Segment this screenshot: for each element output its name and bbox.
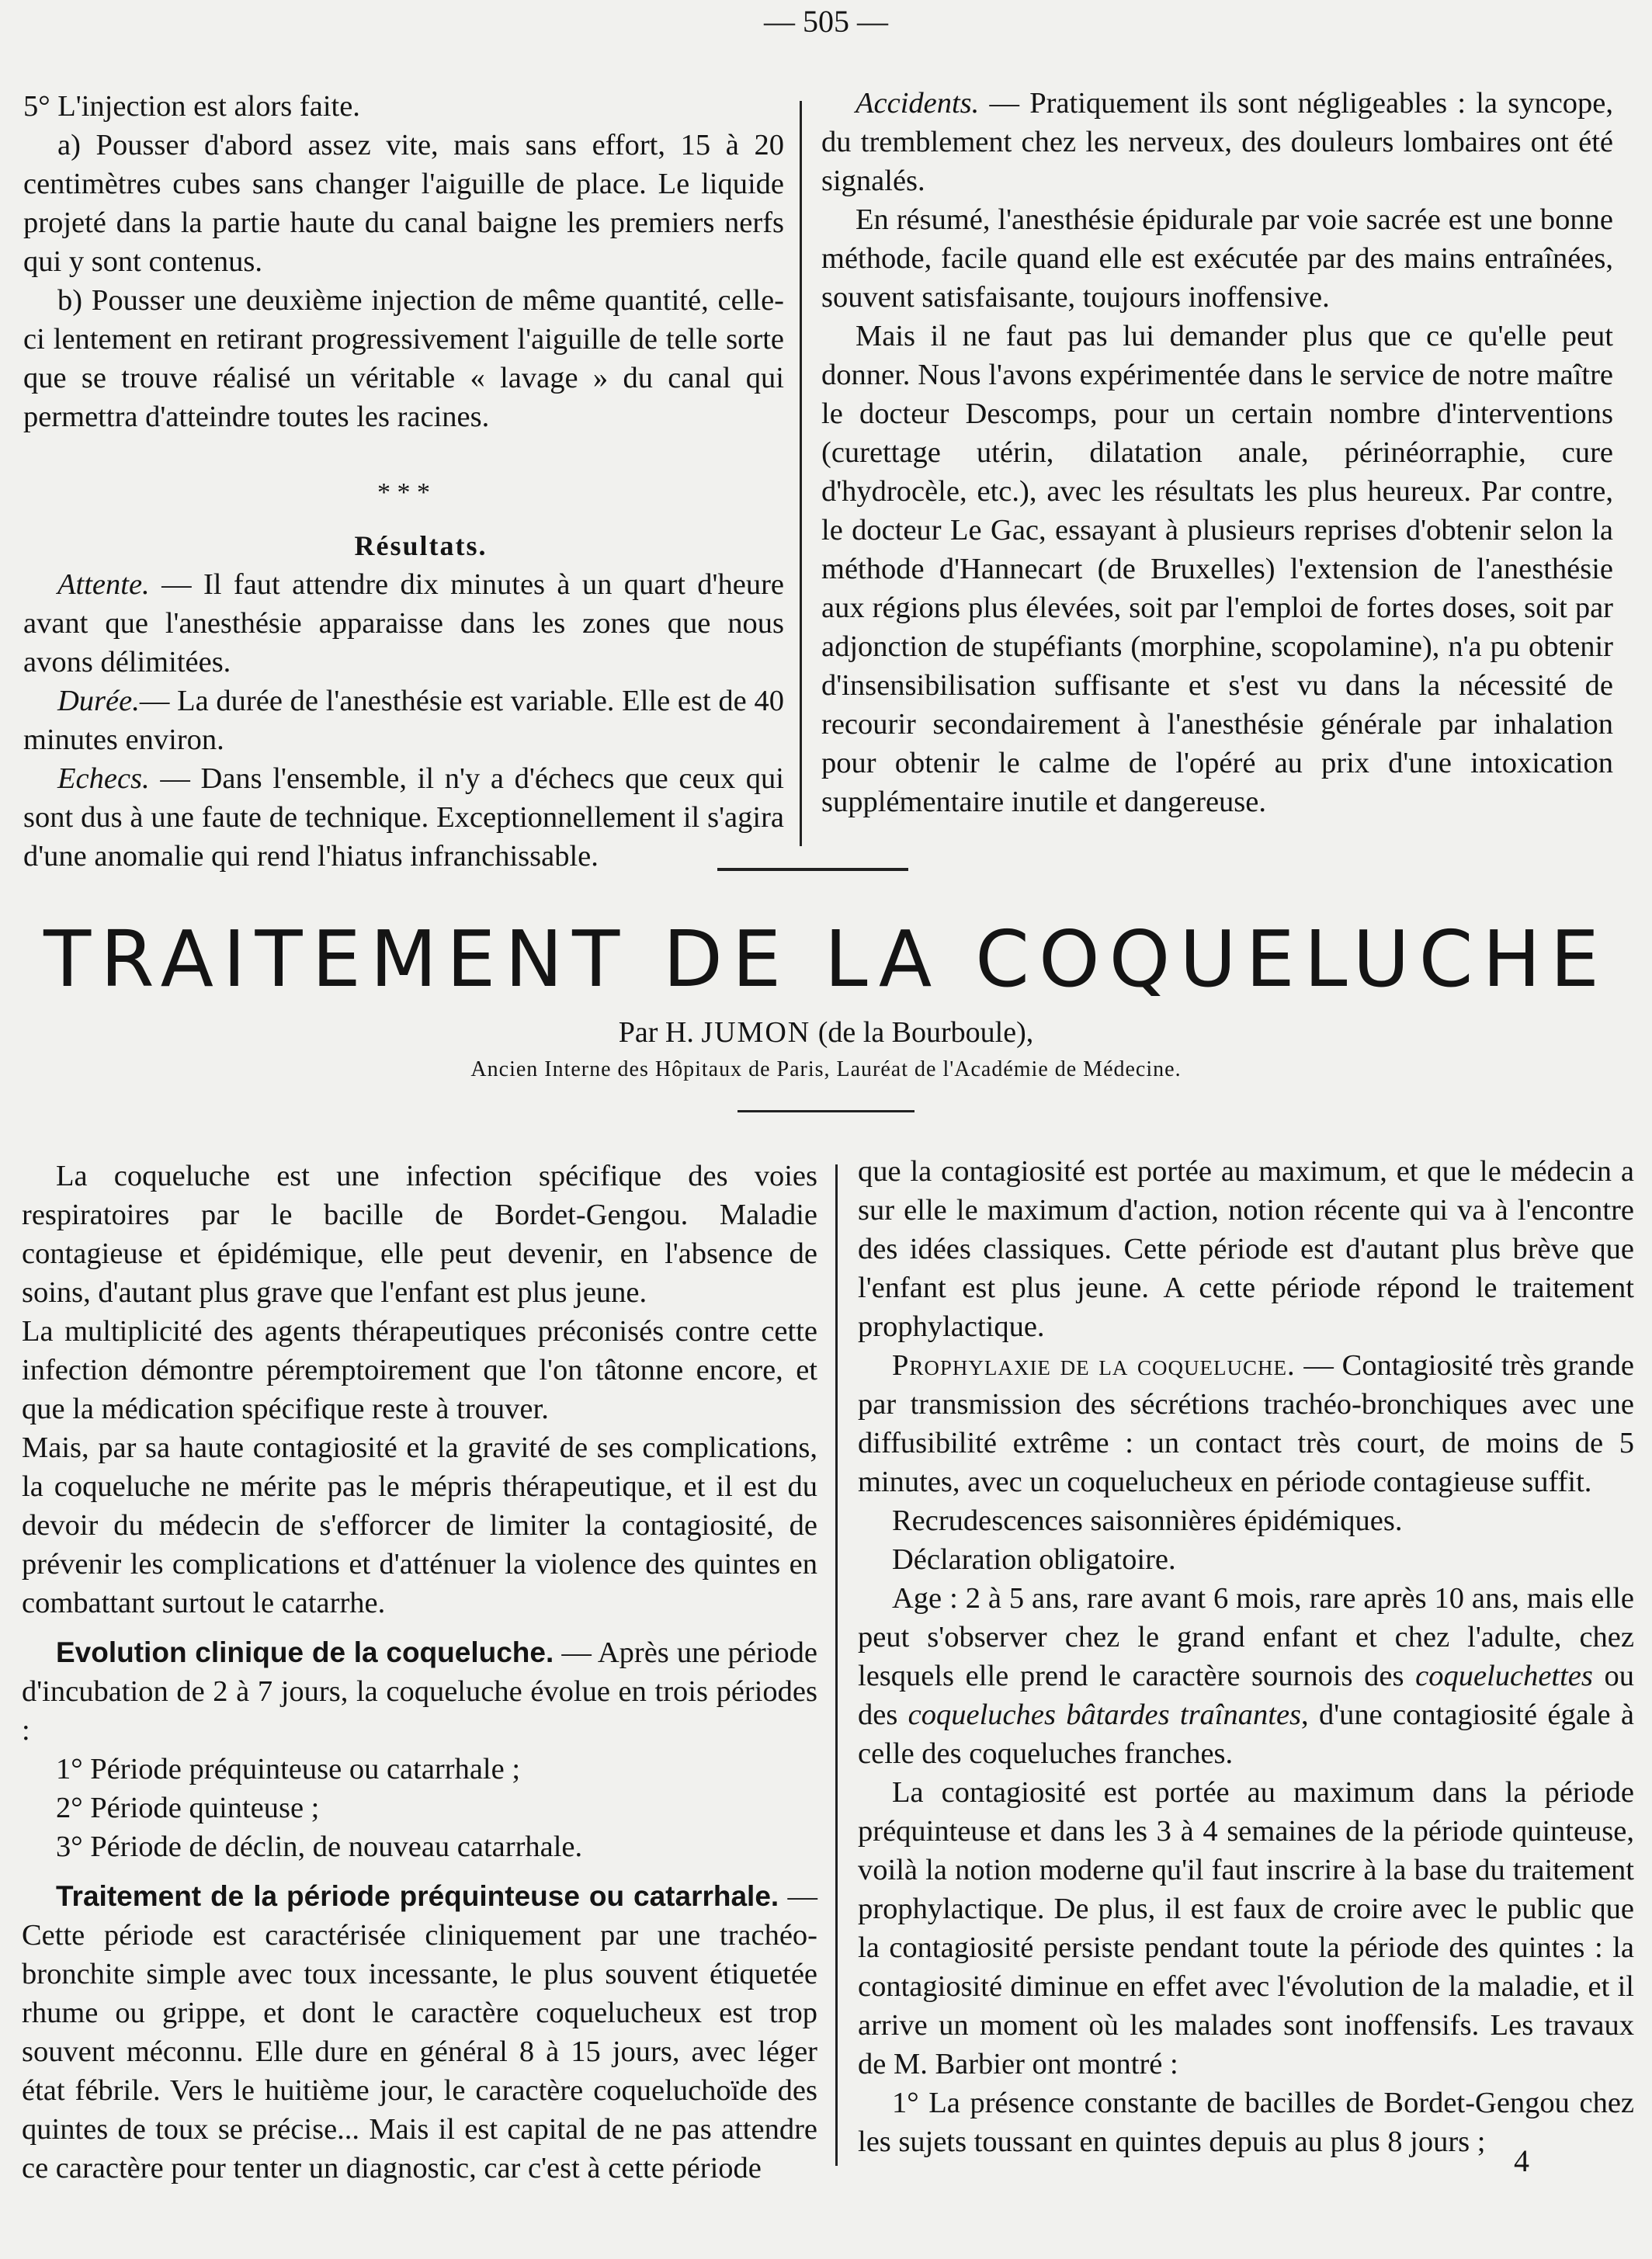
accidents-paragraph — [821, 84, 1613, 200]
attente-paragraph — [23, 565, 784, 682]
traitement-heading: Traitement de la période préquinteuse ou catarrhale. — [56, 1880, 779, 1912]
article-title: TRAITEMENT DE LA COQUELUCHE — [43, 914, 1609, 1005]
prophylaxie-text: — Contagiosité très grande par transmission des sécrétions trachéo-bronchiques avec une diffusibilité extrême : un contact très court, de moins de 5 minutes, avec un coquelucheux en période contagieuse suffit. — [858, 1349, 1634, 1498]
evolution-text: — Après une période d'incubation de 2 à 7 jours, la coqueluche évolue en trois périodes : — [22, 1636, 818, 1747]
results-title: Résultats. — [354, 530, 488, 561]
bottom-right-column — [858, 1152, 1634, 2161]
top-right-column — [821, 84, 1613, 821]
author-name: JUMON — [701, 1016, 811, 1049]
mais-complications-paragraph: Mais, par sa haute contagiosité et la gravité de ses complications, la coqueluche ne mérite pas le mépris thérapeutique, et il est du devoir du médecin de s'efforcer de limiter la contagiosité, de prévenir les complications et d'atténuer la violence des quintes en combattant surtout le catarrhe. — [22, 1431, 817, 1619]
paragraph-b: b) Pousser une deuxième injection de même quantité, celle-ci lentement en retirant progressivement l'aiguille de telle sorte que se trouve réalisé un véritable « lavage » du canal qui permettra d'atteindre toutes les racines. — [23, 284, 784, 433]
bottom-left-column — [22, 1157, 817, 2188]
article-byline — [0, 1015, 1652, 1050]
prophylaxie-heading: Prophylaxie de la coqueluche. — [892, 1349, 1296, 1382]
byline-rule — [738, 1110, 914, 1112]
mais-paragraph: Mais il ne faut pas lui demander plus que ce qu'elle peut donner. Nous l'avons expérimentée dans le service de notre maître le docteur Descomps, pour un certain nombre d'interventions (curettage utérin, dilatation anale, périnéorraphie, cure d'hydrocèle, etc.), avec les résultats les plus heureux. Par contre, le docteur Le Gac, essayant à plusieurs reprises d'obtenir selon la méthode d'Hannecart (de Bruxelles) l'extension de l'anesthésie aux régions plus élevées, soit par l'emploi de fortes doses, soit par adjonction de stupéfiants (morphine, scopolamine), n'a pu obtenir d'insensibilisation suffisante et s'est vu dans la nécessité de recourir secondairement à l'anesthésie générale par inhalation pour obtenir le calme de l'opéré au prix d'une intoxication supplémentaire inutile et dangereuse. — [821, 320, 1613, 818]
age-text-2: ou des — [858, 1660, 1635, 1731]
prophylaxie-paragraph — [858, 1346, 1634, 1501]
page-number: — 505 — — [764, 4, 888, 39]
section-stars: * * * — [377, 478, 430, 507]
age-italic-2: coqueluches bâtardes traînantes — [908, 1699, 1302, 1731]
attente-label: Attente. — [57, 568, 150, 601]
age-text-3: , d'une contagiosité égale à celle des coqueluches franches. — [858, 1699, 1634, 1770]
duree-text: — La durée de l'anesthésie est variable. Elle est de 40 minutes environ. — [23, 685, 784, 756]
continuation-paragraph: que la contagiosité est portée au maximum, et que le médecin a sur elle le maximum d'action, notion récente qui va à l'encontre des idées classiques. Cette période est d'autant plus brève que l'enfant est plus jeune. A cette période répond le traitement prophylactique. — [858, 1155, 1634, 1343]
step-5: 5° L'injection est alors faite. — [23, 90, 360, 123]
period-2: 2° Période quinteuse ; — [56, 1792, 320, 1824]
evolution-paragraph — [22, 1633, 817, 1750]
point-1: 1° La présence constante de bacilles de Bordet-Gengou chez les sujets toussant en quintes depuis au plus 8 jours ; — [858, 2087, 1634, 2158]
footer-number: 4 — [1514, 2143, 1529, 2178]
duree-label: Durée. — [57, 685, 140, 717]
accidents-label: Accidents. — [856, 87, 980, 120]
duree-paragraph — [23, 682, 784, 759]
period-3: 3° Période de déclin, de nouveau catarrhale. — [56, 1830, 583, 1863]
evolution-heading: Evolution clinique de la coqueluche. — [56, 1636, 554, 1668]
bottom-column-rule — [835, 1164, 838, 2166]
author-credentials: Ancien Interne des Hôpitaux de Paris, Lauréat de l'Académie de Médecine. — [470, 1057, 1182, 1081]
top-left-column — [23, 87, 784, 876]
declaration-line: Déclaration obligatoire. — [892, 1543, 1176, 1576]
echecs-paragraph — [23, 759, 784, 876]
attente-text: — Il faut attendre dix minutes à un quart d'heure avant que l'anesthésie apparaisse dans les zones que nous avons délimitées. — [23, 568, 784, 678]
age-text-1: Age : 2 à 5 ans, rare avant 6 mois, rare après 10 ans, mais elle peut s'observer chez le grand enfant et chez l'adulte, chez lesquels elle prend le caractère sournois des — [858, 1582, 1634, 1692]
age-paragraph — [858, 1579, 1634, 1773]
echecs-label: Echecs. — [57, 762, 150, 795]
paragraph-a: a) Pousser d'abord assez vite, mais sans effort, 15 à 20 centimètres cubes sans changer l'aiguille de place. Le liquide projeté dans la partie haute du canal baigne les premiers nerfs qui y sont contenus. — [23, 129, 784, 278]
accidents-text: — Pratiquement ils sont négligeables : la syncope, du tremblement chez les nerveux, des douleurs lombaires ont été signalés. — [821, 87, 1613, 197]
resume-paragraph: En résumé, l'anesthésie épidurale par voie sacrée est une bonne méthode, facile quand elle est exécutée par des mains entraînées, souvent satisfaisante, toujours inoffensive. — [821, 203, 1613, 314]
multiplicite-paragraph: La multiplicité des agents thérapeutiques préconisés contre cette infection démontre péremptoirement que l'on tâtonne encore, et que la médication spécifique reste à trouver. — [22, 1315, 817, 1425]
contagiosite-paragraph: La contagiosité est portée au maximum dans la période préquinteuse et dans les 3 à 4 semaines de la période quinteuse, voilà la notion moderne qu'il faut inscrire à la base du traitement prophylactique. De plus, il est faux de croire avec le public que la contagiosité persiste pendant toute la période des quintes : la contagiosité diminue en effet avec l'évolution de la maladie, et il arrive un moment où les malades sont inoffensifs. Les travaux de M. Barbier ont montré : — [858, 1776, 1634, 2080]
article-separator — [717, 868, 908, 871]
top-column-rule — [800, 101, 802, 846]
recrudescences-line: Recrudescences saisonnières épidémiques. — [892, 1504, 1403, 1537]
byline-prefix: Par H. — [618, 1016, 702, 1049]
traitement-paragraph — [22, 1877, 817, 2188]
echecs-text: — Dans l'ensemble, il n'y a d'échecs que ceux qui sont dus à une faute de technique. Exceptionnellement il s'agira d'une anomalie qui rend l'hiatus infranchissable. — [23, 762, 784, 873]
period-1: 1° Période préquinteuse ou catarrhale ; — [56, 1753, 521, 1785]
age-italic-1: coqueluchettes — [1415, 1660, 1593, 1692]
traitement-text: — Cette période est caractérisée cliniquement par une trachéo-bronchite simple avec toux incessante, le plus souvent étiquetée rhume ou grippe, et dont le caractère coquelucheux est trop souvent méconnu. Elle dure en général 8 à 15 jours, avec léger état fébrile. Vers le huitième jour, le caractère coqueluchoïde des quintes de toux se précise... Mais il est capital de ne pas attendre ce caractère pour tenter un diagnostic, car c'est à cette période — [22, 1880, 818, 2184]
byline-suffix: (de la Bourboule), — [810, 1016, 1034, 1049]
intro-paragraph: La coqueluche est une infection spécifique des voies respiratoires par le bacille de Bordet-Gengou. Maladie contagieuse et épidémique, elle peut devenir, en l'absence de soins, d'autant plus grave que l'enfant est plus jeune. — [22, 1160, 817, 1309]
